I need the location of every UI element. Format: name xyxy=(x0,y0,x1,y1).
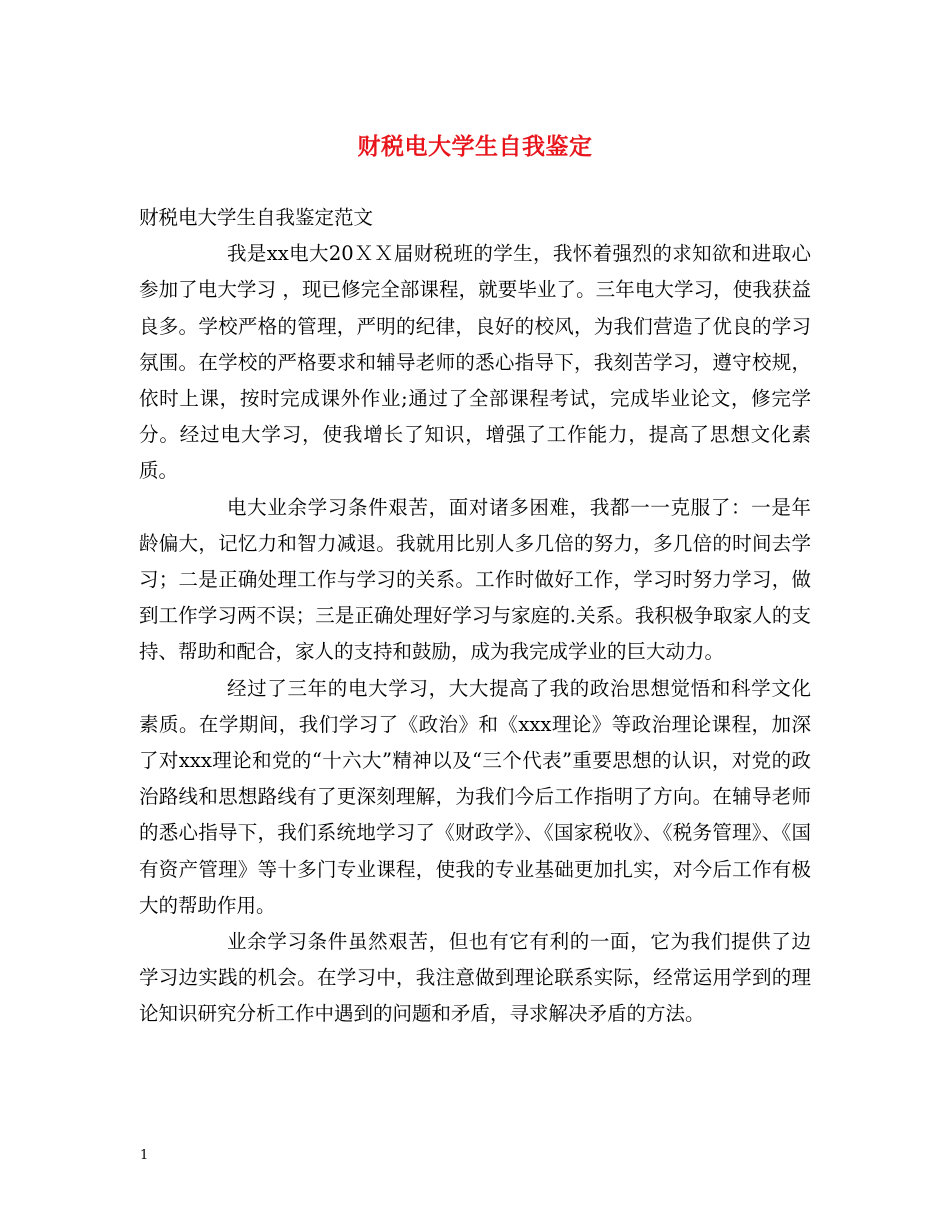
document-subtitle: 财税电大学生自我鉴定范文 xyxy=(139,206,374,229)
page-number: 1 xyxy=(140,1148,149,1163)
body-paragraph-2: 电大业余学习条件艰苦，面对诸多困难，我都一一克服了：一是年龄偏大，记忆力和智力减退。我就用比别人多几倍的努力，多几倍的时间去学习；二是正确处理工作与学习的关系。工作时做好工作，学习时努力学习，做到工作学习两不误；三是正确处理好学习与家庭的.关系。我积极争取家人的支持、帮助和配合，家人的支持和鼓励，成为我完成学业的巨大动力。 xyxy=(139,495,811,664)
body-paragraph-4: 业余学习条件虽然艰苦，但也有它有利的一面，它为我们提供了边学习边实践的机会。在学习中，我注意做到理论联系实际，经常运用学到的理论知识研究分析工作中遇到的问题和矛盾，寻求解决矛盾的方法。 xyxy=(139,930,811,1026)
body-paragraph-1: 我是xx电大20ＸＸ届财税班的学生，我怀着强烈的求知欲和进取心参加了电大学习 ，现已修完全部课程，就要毕业了。三年电大学习，使我获益良多。学校严格的管理，严明的纪律，良好的校风，为我们营造了优良的学习氛围。在学校的严格要求和辅导老师的悉心指导下，我刻苦学习，遵守校规，依时上课，按时完成课外作业;通过了全部课程考试，完成毕业论文，修完学分。经过电大学习，使我增长了知识，增强了工作能力，提高了思想文化素质。 xyxy=(139,242,811,483)
body-paragraph-3: 经过了三年的电大学习，大大提高了我的政治思想觉悟和科学文化素质。在学期间，我们学习了《政治》和《xxx理论》等政治理论课程，加深了对xxx理论和党的“十六大”精神以及“三个代表”重要思想的认识，对党的政治路线和思想路线有了更深刻理解，为我们今后工作指明了方向。在辅导老师的悉心指导下，我们系统地学习了《财政学》、《国家税收》、《税务管理》、《国有资产管理》等十多门专业课程，使我的专业基础更加扎实，对今后工作有极大的帮助作用。 xyxy=(139,676,811,917)
document-title: 财税电大学生自我鉴定 xyxy=(357,133,593,160)
document-body xyxy=(139,200,811,1033)
